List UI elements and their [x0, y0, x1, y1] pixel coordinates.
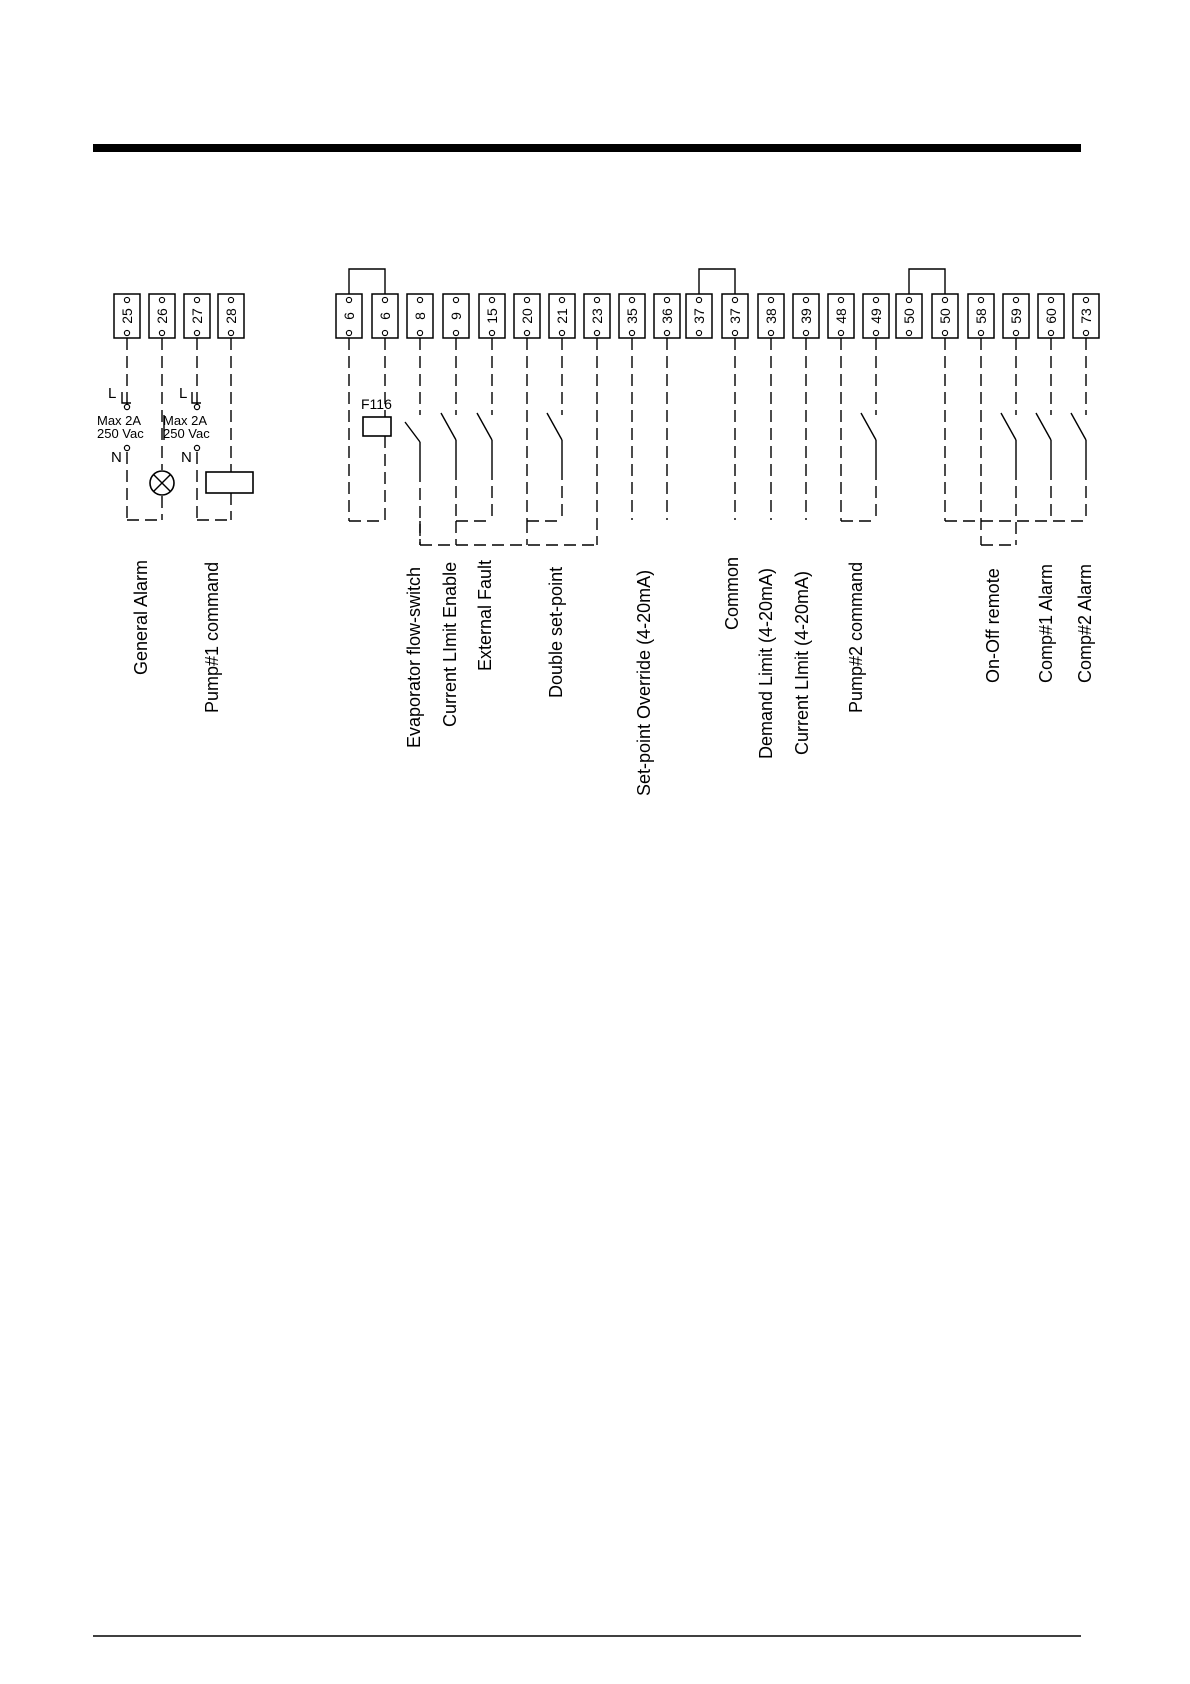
- svg-text:Comp#2 Alarm: Comp#2 Alarm: [1075, 563, 1095, 683]
- terminal-right-0: [336, 294, 362, 338]
- svg-text:Set-point Override (4-20mA): Set-point Override (4-20mA): [634, 569, 654, 796]
- terminal-number: 8: [412, 312, 428, 320]
- jumper-50-50: [909, 269, 945, 294]
- relay-note-1-line: L: [108, 385, 117, 402]
- terminal-number: 37: [727, 308, 743, 324]
- relay-note-2-neutral: N: [181, 449, 192, 466]
- label-comp1-alarm: [1036, 564, 1056, 683]
- terminal-left-2: [184, 294, 210, 338]
- terminal-number: 49: [868, 308, 884, 324]
- terminal-right-2: [407, 294, 433, 338]
- terminal-jumpers: [349, 269, 945, 294]
- terminal-right-8: [619, 294, 645, 338]
- pump-relay-coil-icon: [206, 472, 253, 493]
- terminal-right-5: [514, 294, 540, 338]
- terminal-number: 23: [589, 308, 605, 324]
- terminal-right-4: [479, 294, 505, 338]
- terminal-number: 20: [519, 308, 535, 324]
- label-demand-limit: [756, 568, 776, 759]
- terminal-number: 28: [223, 308, 239, 324]
- svg-text:Demand Limit (4-20mA): Demand Limit (4-20mA): [756, 567, 776, 759]
- terminal-right-3: [443, 294, 469, 338]
- terminal-number: 25: [119, 308, 135, 324]
- terminal-right-14: [828, 294, 854, 338]
- svg-text:Comp#1 Alarm: Comp#1 Alarm: [1036, 563, 1056, 683]
- terminal-number: 50: [901, 308, 917, 324]
- label-pump1-command: [202, 562, 222, 713]
- label-current-limit-enable: [440, 562, 460, 727]
- label-common: [722, 557, 742, 630]
- svg-text:Current LImit (4-20mA): Current LImit (4-20mA): [792, 570, 812, 755]
- svg-text:Common: Common: [722, 556, 742, 630]
- terminal-right-1: [372, 294, 398, 338]
- terminal-right-19: [1003, 294, 1029, 338]
- terminal-number: 36: [659, 308, 675, 324]
- terminal-right-6: [549, 294, 575, 338]
- terminal-number: 21: [554, 308, 570, 324]
- relay-note-2-rating1: Max 2A: [163, 413, 208, 428]
- terminal-number: 50: [937, 308, 953, 324]
- svg-text:Current LImit Enable: Current LImit Enable: [440, 561, 460, 727]
- terminal-left-1: [149, 294, 175, 338]
- relay-note-1-neutral: N: [111, 449, 122, 466]
- terminal-right-15: [863, 294, 889, 338]
- terminal-right-20: [1038, 294, 1064, 338]
- label-on-off-remote: [983, 568, 1003, 683]
- terminal-number: 73: [1078, 308, 1094, 324]
- relay-note-2-line: L: [179, 385, 188, 402]
- terminal-right-9: [654, 294, 680, 338]
- svg-text:General Alarm: General Alarm: [131, 559, 151, 675]
- terminal-right-11: [722, 294, 748, 338]
- label-pump2-command: [846, 562, 866, 713]
- label-comp2-alarm: [1075, 564, 1095, 683]
- terminal-strip: [114, 294, 1099, 338]
- jumper-6-6: [349, 269, 385, 294]
- terminal-number: 15: [484, 308, 500, 324]
- terminal-number: 48: [833, 308, 849, 324]
- terminal-right-18: [968, 294, 994, 338]
- terminal-number: 9: [448, 312, 464, 320]
- fuse-label: F116: [361, 396, 392, 412]
- label-set-point-override: [634, 570, 654, 796]
- flow-switch-f116-icon: [363, 417, 391, 436]
- terminal-number: 27: [189, 308, 205, 324]
- terminal-number: 39: [798, 308, 814, 324]
- input-circuits: [349, 338, 1086, 545]
- label-external-fault: [475, 560, 495, 671]
- relay-note-1-rating1: Max 2A: [97, 413, 142, 428]
- terminal-number: 60: [1043, 308, 1059, 324]
- header-rule: [93, 144, 1081, 152]
- terminal-number: 58: [973, 308, 989, 324]
- terminal-number: 37: [691, 308, 707, 324]
- label-double-set-point: [546, 567, 566, 698]
- terminal-number: 59: [1008, 308, 1024, 324]
- relay-note-2-rating2: 250 Vac: [163, 426, 210, 441]
- terminal-right-13: [793, 294, 819, 338]
- label-general-alarm: [131, 560, 151, 675]
- label-evaporator-flow-switch: [404, 567, 424, 748]
- svg-text:External Fault: External Fault: [475, 559, 495, 671]
- svg-text:Pump#1 command: Pump#1 command: [202, 561, 222, 713]
- terminal-number: 6: [341, 312, 357, 320]
- terminal-right-10: [686, 294, 712, 338]
- terminal-right-12: [758, 294, 784, 338]
- terminal-number: 26: [154, 308, 170, 324]
- terminal-left-3: [218, 294, 244, 338]
- relay-note-1-rating2: 250 Vac: [97, 426, 144, 441]
- terminal-number: 35: [624, 308, 640, 324]
- terminal-number: 38: [763, 308, 779, 324]
- svg-text:Evaporator flow-switch: Evaporator flow-switch: [404, 566, 424, 748]
- terminal-number: 6: [377, 312, 393, 320]
- terminal-right-7: [584, 294, 610, 338]
- terminal-left-0: [114, 294, 140, 338]
- terminal-right-17: [932, 294, 958, 338]
- svg-text:Double set-point: Double set-point: [546, 566, 566, 698]
- svg-text:Pump#2 command: Pump#2 command: [846, 561, 866, 713]
- terminal-right-21: [1073, 294, 1099, 338]
- terminal-right-16: [896, 294, 922, 338]
- svg-text:On-Off remote: On-Off remote: [983, 568, 1003, 683]
- label-current-limit-4-20: [792, 571, 812, 755]
- jumper-37-37: [699, 269, 735, 294]
